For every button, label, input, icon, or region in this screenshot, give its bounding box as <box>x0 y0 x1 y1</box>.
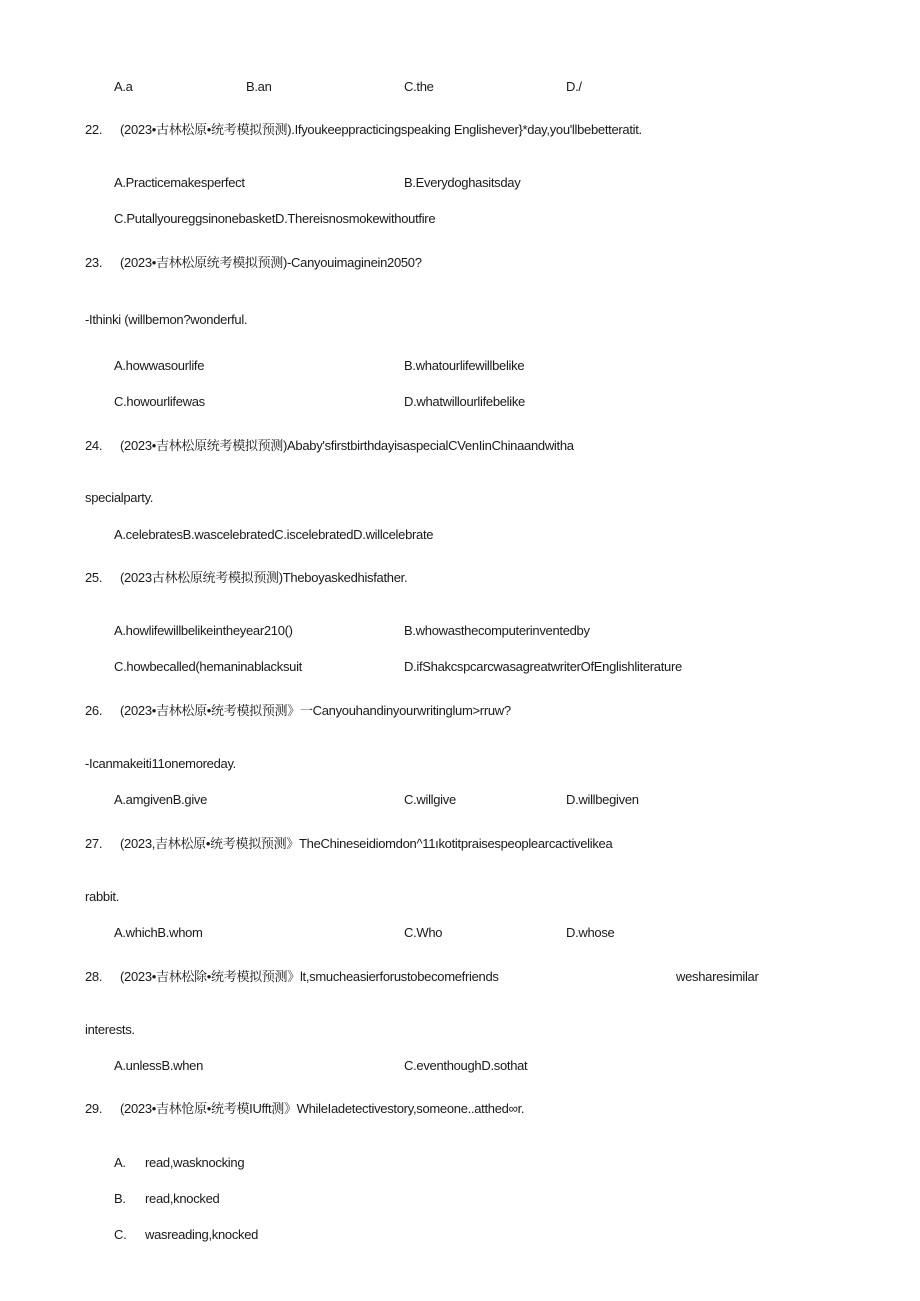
q24-options: A.celebratesB.wascelebratedC.iscelebratedD.willcelebrate <box>114 527 434 542</box>
question-number: 25. <box>85 570 103 585</box>
question-number: 29. <box>85 1101 103 1116</box>
q29-option-b: read,knocked <box>145 1191 220 1206</box>
question-stem: (2023古林松原统考模拟预测)Theboyaskedhisfather. <box>120 570 408 585</box>
question-stem: (2023•吉林松原统考模拟预测)-Canyouimaginein2050? <box>120 255 422 270</box>
q21-option-d: D./ <box>566 79 582 94</box>
question-stem: (2023•吉林怆原•统考模IUfft测》WhileIadetectivestory,someone..atthed∞r. <box>120 1101 525 1116</box>
q21-option-b: B.an <box>246 79 272 94</box>
question-stem-continued: specialparty. <box>85 490 154 505</box>
dialogue-reply: -Icanmakeiti11onemoreday. <box>85 756 236 771</box>
q23-option-d: D.whatwillourlifebelike <box>404 394 525 409</box>
q22-option-cd: C.PutallyoureggsinonebasketD.Thereisnosmokewithoutfire <box>114 211 436 226</box>
q25-option-b: B.whowasthecomputerinventedby <box>404 623 590 638</box>
question-stem-tail: wesharesimilar <box>676 969 759 984</box>
question-stem: (2023•吉林松原•统考模拟预测》一Canyouhandinyourwritinglum>rruw? <box>120 703 511 718</box>
question-number: 26. <box>85 703 103 718</box>
dialogue-reply: -Ithinki (willbemon?wonderful. <box>85 312 248 327</box>
question-stem-continued: rabbit. <box>85 889 120 904</box>
q21-option-c: C.the <box>404 79 434 94</box>
q22-option-b: B.Everydoghasitsday <box>404 175 521 190</box>
q26-option-c: C.willgive <box>404 792 456 807</box>
q29-option-b-letter: B. <box>114 1191 126 1206</box>
question-stem: (2023•吉林松原统考模拟预测)Ababy'sfirstbirthdayisaspecialCVenIinChinaandwitha <box>120 438 574 453</box>
q28-option-ab: A.unlessB.when <box>114 1058 204 1073</box>
q28-option-cd: C.eventhoughD.sothat <box>404 1058 528 1073</box>
question-number: 27. <box>85 836 103 851</box>
q27-option-c: C.Who <box>404 925 443 940</box>
q22-option-a: A.Practicemakesperfect <box>114 175 245 190</box>
q27-option-ab: A.whichB.whom <box>114 925 203 940</box>
q26-option-d: D.willbegiven <box>566 792 639 807</box>
question-stem: (2023,吉林松原•统考模拟预测》TheChineseidiomdon^11ıkotitpraisespeoplearcactivelikea <box>120 836 613 851</box>
question-number: 23. <box>85 255 103 270</box>
q29-option-a: read,wasknocking <box>145 1155 245 1170</box>
question-number: 22. <box>85 122 103 137</box>
question-number: 28. <box>85 969 103 984</box>
question-number: 24. <box>85 438 103 453</box>
question-stem: (2023•古林松原•统考模拟预测).Ifyoukeeppracticingspeaking Englishever}*day,you'llbebetteratit. <box>120 122 642 137</box>
q25-option-d: D.ifShakcspcarcwasagreatwriterOfEnglishliterature <box>404 659 682 674</box>
q25-option-c: C.howbecalled(hemaninablacksuit <box>114 659 302 674</box>
q25-option-a: A.howlifewillbelikeintheyear210() <box>114 623 293 638</box>
q29-option-c-letter: C. <box>114 1227 127 1242</box>
q21-option-a: A.a <box>114 79 133 94</box>
q23-option-a: A.howwasourlife <box>114 358 205 373</box>
q23-option-b: B.whatourlifewillbelike <box>404 358 525 373</box>
question-stem-continued: interests. <box>85 1022 135 1037</box>
q29-option-a-letter: A. <box>114 1155 126 1170</box>
q23-option-c: C.howourlifewas <box>114 394 205 409</box>
q27-option-d: D.whose <box>566 925 615 940</box>
q26-option-ab: A.amgivenB.give <box>114 792 208 807</box>
q29-option-c: wasreading,knocked <box>145 1227 259 1242</box>
question-stem: (2023•吉林松除•统考模拟预测》lt,smucheasierforustobecomefriends <box>120 969 499 984</box>
